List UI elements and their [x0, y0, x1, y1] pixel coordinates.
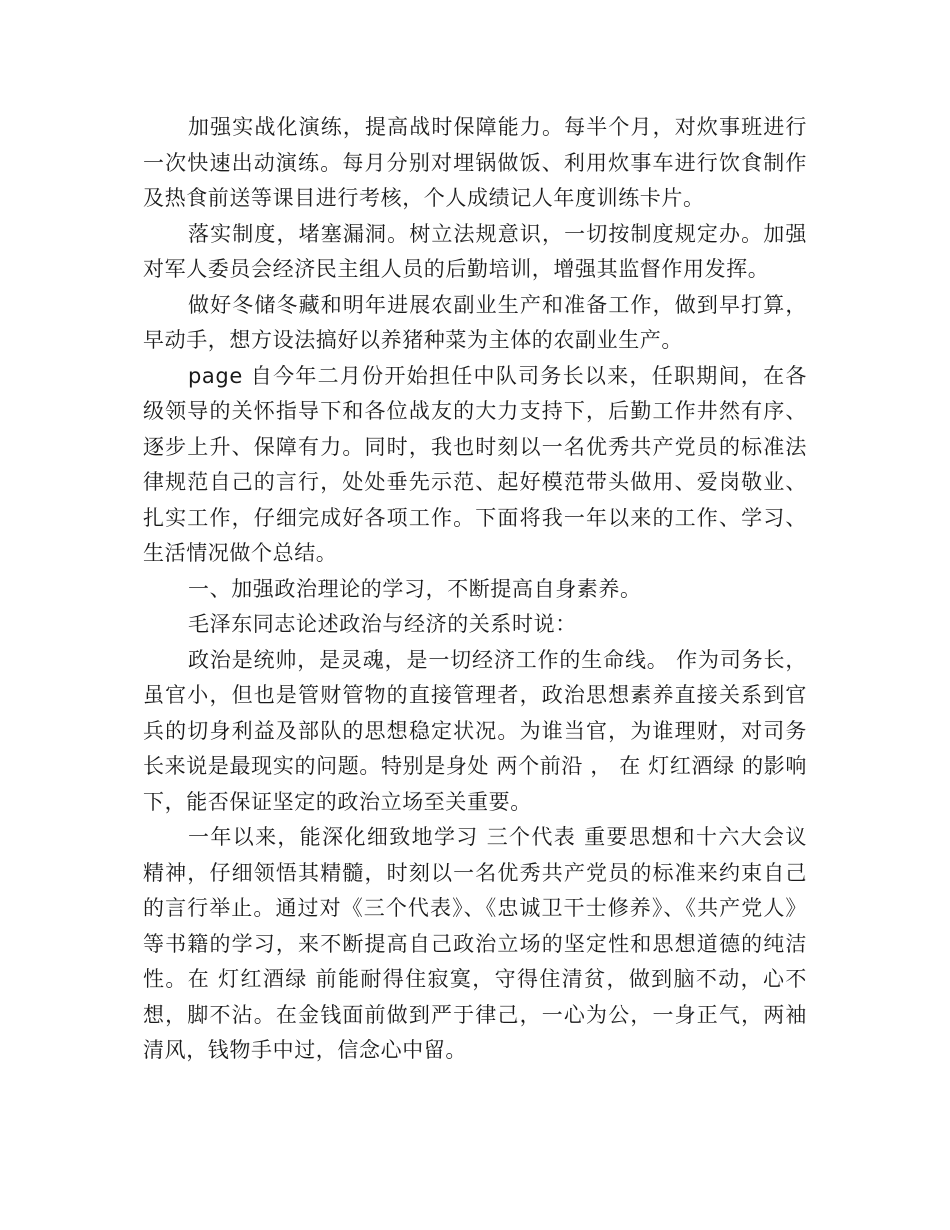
- paragraph-training-drills: 加强实战化演练，提高战时保障能力。每半个月，对炊事班进行一次快速出动演练。每月分别对埋锅做饭、利用炊事车进行饮食制作及热食前送等课目进行考核，个人成绩记人年度训练卡片。: [143, 115, 807, 210]
- paragraph-winter-storage: 做好冬储冬藏和明年进展农副业生产和准备工作，做到早打算，早动手，想方设法搞好以养猪种菜为主体的农副业生产。: [143, 292, 807, 352]
- paragraph-year-study: 一年以来，能深化细致地学习 三个代表 重要思想和十六大会议精神，仔细领悟其精髓，时刻以一名优秀共产党员的标准来约束自己的言行举止。通过对《三个代表》、《忠诚卫干士修养》、《共产党人》等书籍的学习，来不断提高自己政治立场的坚定性和思想道德的纯洁性。在 灯红酒绿 前能耐得住寂寞，守得住清贫，做到脑不动，心不想，脚不沾。在金钱面前做到严于律己，一心为公，一身正气，两袖清风，钱物手中过，信念心中留。: [143, 825, 807, 1062]
- paragraph-regulations: 落实制度，堵塞漏洞。树立法规意识，一切按制度规定办。加强对军人委员会经济民主组人员的后勤培训，增强其监督作用发挥。: [143, 221, 807, 281]
- document-body: [143, 110, 807, 1069]
- paragraph-summary-intro: page 自今年二月份开始担任中队司务长以来，任职期间，在各级领导的关怀指导下和各位战友的大力支持下，后勤工作井然有序、逐步上升、保障有力。同时，我也时刻以一名优秀共产党员的标准法律规范自己的言行，处处垂先示范、起好模范带头做用、爱岗敬业、扎实工作，仔细完成好各项工作。下面将我一年以来的工作、学习、生活情况做个总结。: [143, 363, 807, 565]
- paragraph-politics-lifeline: 政治是统帅，是灵魂，是一切经济工作的生命线。 作为司务长，虽官小，但也是管财管物的直接管理者，政治思想素养直接关系到官兵的切身利益及部队的思想稳定状况。为谁当官，为谁理财，对司务长来说是最现实的问题。特别是身处 两个前沿 ， 在 灯红酒绿 的影响下，能否保证坚定的政治立场至关重要。: [143, 647, 807, 814]
- paragraph-mao-quote-intro: 毛泽东同志论述政治与经济的关系时说：: [188, 612, 577, 636]
- section-heading-political-study: 一、加强政治理论的学习，不断提高自身素养。: [188, 576, 642, 601]
